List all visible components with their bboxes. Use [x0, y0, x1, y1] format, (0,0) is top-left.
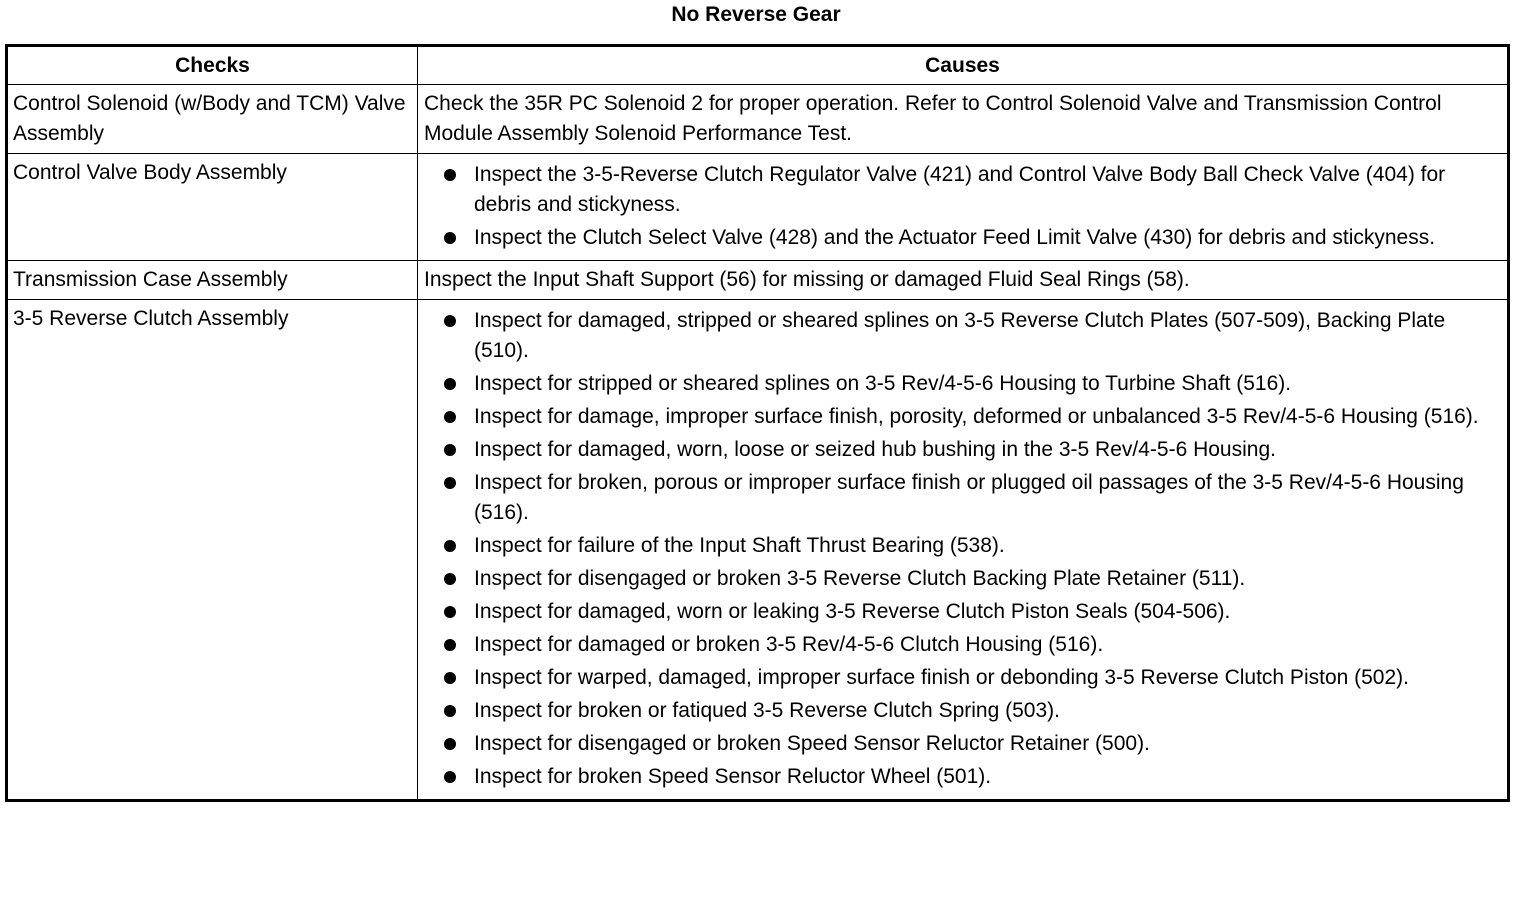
list-item	[418, 531, 1507, 561]
list-item	[418, 696, 1507, 726]
list-item-text: Inspect for damaged, worn, loose or seized hub bushing in the 3-5 Rev/4-5-6 Housing.	[474, 438, 1276, 461]
bullet-icon	[444, 540, 456, 552]
list-item	[418, 468, 1507, 528]
bullet-icon	[444, 738, 456, 750]
table-row	[7, 300, 1509, 801]
cause-cell: Check the 35R PC Solenoid 2 for proper operation. Refer to Control Solenoid Valve and Transmission Control Module Assembly Solenoid Performance Test.	[418, 85, 1509, 154]
bullet-icon	[444, 639, 456, 651]
column-header-causes: Causes	[418, 46, 1509, 85]
bullet-icon	[444, 705, 456, 717]
list-item	[418, 762, 1507, 792]
list-item-text: Inspect for stripped or sheared splines on 3-5 Rev/4-5-6 Housing to Turbine Shaft (516).	[474, 372, 1292, 395]
list-item-text: Inspect for broken, porous or improper surface finish or plugged oil passages of the 3-5 Rev/4-5-6 Housing (516).	[474, 471, 1464, 524]
cause-cell	[418, 300, 1509, 801]
diagnostic-table	[5, 44, 1510, 802]
list-item-text: Inspect for damaged or broken 3-5 Rev/4-5-6 Clutch Housing (516).	[474, 633, 1104, 656]
list-item	[418, 663, 1507, 693]
list-item	[418, 306, 1507, 366]
bullet-icon	[444, 378, 456, 390]
cause-cell: Inspect the Input Shaft Support (56) for missing or damaged Fluid Seal Rings (58).	[418, 261, 1509, 300]
cause-cell	[418, 154, 1509, 261]
list-item-text: Inspect for damaged, worn or leaking 3-5 Reverse Clutch Piston Seals (504-506).	[474, 600, 1231, 623]
list-item-text: Inspect for broken or fatiqued 3-5 Reverse Clutch Spring (503).	[474, 699, 1060, 722]
table-row	[7, 85, 1509, 154]
page-title: No Reverse Gear	[671, 3, 841, 26]
list-item	[418, 597, 1507, 627]
bullet-icon	[444, 771, 456, 783]
bullet-icon	[444, 672, 456, 684]
list-item	[418, 435, 1507, 465]
bullet-icon	[444, 169, 456, 181]
list-item-text: Inspect the 3-5-Reverse Clutch Regulator Valve (421) and Control Valve Body Ball Check Valve (404) for debris and stickyness.	[474, 163, 1446, 216]
list-item	[418, 369, 1507, 399]
list-item-text: Inspect for broken Speed Sensor Reluctor Wheel (501).	[474, 765, 992, 788]
cause-list	[418, 306, 1507, 792]
bullet-icon	[444, 606, 456, 618]
table-header-row	[7, 46, 1509, 85]
cause-list	[418, 160, 1507, 253]
list-item-text: Inspect the Clutch Select Valve (428) and the Actuator Feed Limit Valve (430) for debris and stickyness.	[474, 226, 1436, 249]
list-item-text: Inspect for damaged, stripped or sheared splines on 3-5 Reverse Clutch Plates (507-509), Backing Plate (510).	[474, 309, 1446, 362]
check-cell: 3-5 Reverse Clutch Assembly	[7, 300, 418, 801]
table-row	[7, 154, 1509, 261]
list-item-text: Inspect for damage, improper surface finish, porosity, deformed or unbalanced 3-5 Rev/4-5-6 Housing (516).	[474, 405, 1479, 428]
list-item	[418, 402, 1507, 432]
check-cell: Control Solenoid (w/Body and TCM) Valve Assembly	[7, 85, 418, 154]
bullet-icon	[444, 477, 456, 489]
bullet-icon	[444, 232, 456, 244]
list-item	[418, 564, 1507, 594]
list-item-text: Inspect for warped, damaged, improper surface finish or debonding 3-5 Reverse Clutch Piston (502).	[474, 666, 1409, 689]
list-item	[418, 630, 1507, 660]
column-header-checks: Checks	[7, 46, 418, 85]
list-item	[418, 729, 1507, 759]
list-item-text: Inspect for disengaged or broken Speed Sensor Reluctor Retainer (500).	[474, 732, 1150, 755]
list-item-text: Inspect for disengaged or broken 3-5 Reverse Clutch Backing Plate Retainer (511).	[474, 567, 1246, 590]
bullet-icon	[444, 573, 456, 585]
list-item	[418, 223, 1507, 253]
bullet-icon	[444, 411, 456, 423]
list-item-text: Inspect for failure of the Input Shaft Thrust Bearing (538).	[474, 534, 1005, 557]
bullet-icon	[444, 315, 456, 327]
check-cell: Control Valve Body Assembly	[7, 154, 418, 261]
bullet-icon	[444, 444, 456, 456]
check-cell: Transmission Case Assembly	[7, 261, 418, 300]
list-item	[418, 160, 1507, 220]
table-row	[7, 261, 1509, 300]
